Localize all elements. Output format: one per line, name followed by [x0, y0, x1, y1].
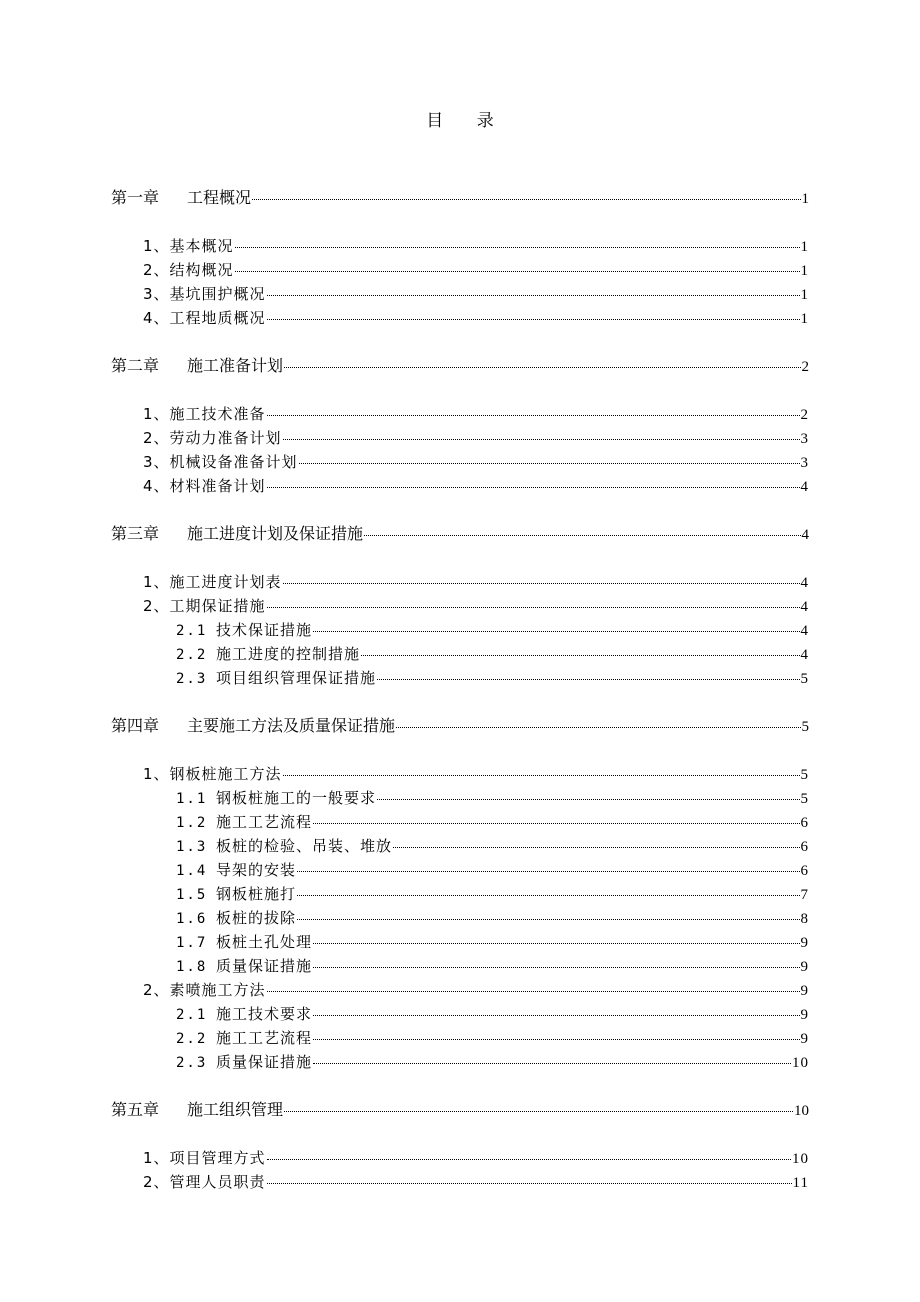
subsub-title: 钢板桩施打: [216, 885, 297, 903]
subsub-number: 1.2: [176, 815, 208, 831]
subsub-label: [176, 810, 312, 835]
chapter-entry[interactable]: [111, 522, 809, 546]
dot-leader: [267, 1182, 792, 1184]
sub-entry[interactable]: [143, 306, 809, 330]
sub-title: 钢板桩施工方法: [169, 765, 282, 783]
sub-entry[interactable]: [143, 426, 809, 450]
subsub-title: 施工进度的控制措施: [216, 645, 361, 663]
page-number: 8: [800, 911, 809, 927]
subsub-number: 2.3: [176, 1055, 208, 1071]
page-number: 1: [800, 287, 809, 303]
sub-label: [143, 1146, 266, 1170]
subsub-title: 板桩的拔除: [216, 909, 297, 927]
chapter-number: 第二章: [111, 356, 160, 375]
subsub-label: [176, 858, 296, 883]
page-number: 6: [800, 863, 809, 879]
page-number: 3: [800, 431, 809, 447]
sub-label: [143, 306, 266, 330]
page-number: 4: [800, 599, 809, 615]
subsub-title: 施工工艺流程: [216, 813, 313, 831]
page-number: 5: [800, 791, 809, 807]
page-number: 10: [792, 1151, 809, 1167]
chapter-title: 工程概况: [187, 188, 252, 207]
sub-title: 管理人员职责: [169, 1173, 266, 1191]
sub-entry[interactable]: [143, 1170, 809, 1194]
sub-label: [143, 762, 282, 786]
page-number: 6: [800, 815, 809, 831]
subsub-number: 2.3: [176, 671, 208, 687]
sub-entry[interactable]: [143, 282, 809, 306]
sub-entry[interactable]: [143, 570, 809, 594]
subsub-entry[interactable]: [176, 906, 809, 930]
sub-label: [143, 450, 298, 474]
subsub-entry[interactable]: [176, 786, 809, 810]
dot-leader: [267, 990, 800, 992]
page-number: 2: [801, 359, 809, 375]
subsub-entry[interactable]: [176, 930, 809, 954]
page-number: 9: [800, 1007, 809, 1023]
sub-entry[interactable]: [143, 474, 809, 498]
subsub-entry[interactable]: [176, 1002, 809, 1026]
subsub-number: 2.2: [176, 647, 208, 663]
sub-title: 施工技术准备: [169, 405, 266, 423]
dot-leader: [299, 462, 800, 464]
page-number: 5: [801, 719, 809, 735]
dot-leader: [267, 1158, 791, 1160]
subsub-number: 1.5: [176, 887, 208, 903]
page-number: 1: [800, 263, 809, 279]
subsub-title: 导架的安装: [216, 861, 297, 879]
subsub-label: [176, 1026, 312, 1051]
subsub-label: [176, 882, 296, 907]
subsub-entry[interactable]: [176, 954, 809, 978]
page-number: 4: [800, 575, 809, 591]
dot-leader: [284, 366, 800, 368]
subsub-title: 质量保证措施: [216, 1053, 313, 1071]
sub-label: [143, 594, 266, 618]
dot-leader: [313, 822, 799, 824]
subsub-entry[interactable]: [176, 810, 809, 834]
subsub-label: [176, 666, 376, 691]
sub-number: 2、: [143, 981, 170, 999]
dot-leader: [297, 894, 799, 896]
dot-leader: [267, 318, 800, 320]
page-number: 3: [800, 455, 809, 471]
subsub-label: [176, 1050, 312, 1075]
page-number: 4: [800, 623, 809, 639]
subsub-label: [176, 906, 296, 931]
dot-leader: [313, 1062, 791, 1064]
sub-entry[interactable]: [143, 402, 809, 426]
subsub-title: 技术保证措施: [216, 621, 313, 639]
dot-leader: [235, 246, 800, 248]
page-number: 5: [800, 671, 809, 687]
subsub-label: [176, 954, 312, 979]
chapter-number: 第三章: [111, 524, 160, 543]
dot-leader: [267, 486, 800, 488]
page-number: 4: [800, 647, 809, 663]
sub-label: [143, 402, 266, 426]
sub-number: 4、: [143, 309, 170, 327]
page-number: 7: [800, 887, 809, 903]
subsub-number: 2.1: [176, 623, 208, 639]
dot-leader: [364, 534, 800, 536]
sub-label: [143, 234, 234, 258]
sub-number: 1、: [143, 573, 170, 591]
subsub-label: [176, 930, 312, 955]
dot-leader: [393, 846, 799, 848]
page-number: 9: [800, 935, 809, 951]
dot-leader: [313, 630, 799, 632]
subsub-entry[interactable]: [176, 618, 809, 642]
sub-label: [143, 978, 266, 1002]
page-number: 10: [794, 1103, 809, 1119]
page-title: 目 录: [426, 111, 508, 131]
chapter-number: 第一章: [111, 188, 160, 207]
chapter-label: [111, 354, 283, 378]
dot-leader: [396, 726, 800, 728]
chapter-number: 第五章: [111, 1100, 160, 1119]
subsub-number: 2.1: [176, 1007, 208, 1023]
sub-number: 3、: [143, 453, 170, 471]
subsub-number: 2.2: [176, 1031, 208, 1047]
sub-entry[interactable]: [143, 234, 809, 258]
subsub-entry[interactable]: [176, 834, 809, 858]
page-number: 9: [800, 959, 809, 975]
sub-number: 3、: [143, 285, 170, 303]
dot-leader: [297, 918, 799, 920]
chapter-entry[interactable]: [111, 714, 809, 738]
subsub-entry[interactable]: [176, 858, 809, 882]
subsub-title: 质量保证措施: [216, 957, 313, 975]
subsub-label: [176, 618, 312, 643]
chapter-label: [111, 522, 363, 546]
subsub-label: [176, 1002, 312, 1027]
sub-label: [143, 426, 282, 450]
dot-leader: [267, 294, 800, 296]
page-number: 4: [800, 479, 809, 495]
page-number: 5: [800, 767, 809, 783]
sub-label: [143, 282, 266, 306]
page-number: 4: [801, 527, 809, 543]
chapter-title: 施工组织管理: [187, 1100, 284, 1119]
sub-title: 劳动力准备计划: [169, 429, 282, 447]
chapter-entry[interactable]: [111, 354, 809, 378]
subsub-label: [176, 642, 360, 667]
page-number: 10: [792, 1055, 809, 1071]
dot-leader: [283, 582, 800, 584]
page-number: 6: [800, 839, 809, 855]
dot-leader: [284, 1110, 793, 1112]
sub-title: 施工进度计划表: [169, 573, 282, 591]
dot-leader: [283, 438, 800, 440]
subsub-number: 1.7: [176, 935, 208, 951]
dot-leader: [297, 870, 799, 872]
sub-label: [143, 474, 266, 498]
sub-title: 素喷施工方法: [169, 981, 266, 999]
sub-entry[interactable]: [143, 258, 809, 282]
sub-entry[interactable]: [143, 1146, 809, 1170]
sub-label: [143, 258, 234, 282]
sub-title: 结构概况: [169, 261, 234, 279]
subsub-number: 1.8: [176, 959, 208, 975]
dot-leader: [267, 414, 800, 416]
sub-number: 1、: [143, 405, 170, 423]
sub-entry[interactable]: [143, 978, 809, 1002]
subsub-entry[interactable]: [176, 642, 809, 666]
page-number: 9: [800, 1031, 809, 1047]
dot-leader: [377, 678, 799, 680]
dot-leader: [313, 1038, 799, 1040]
dot-leader: [313, 942, 799, 944]
chapter-number: 第四章: [111, 716, 160, 735]
dot-leader: [283, 774, 800, 776]
sub-title: 材料准备计划: [169, 477, 266, 495]
chapter-label: [111, 714, 395, 738]
sub-title: 项目管理方式: [169, 1149, 266, 1167]
subsub-title: 施工技术要求: [216, 1005, 313, 1023]
sub-label: [143, 570, 282, 594]
sub-entry[interactable]: [143, 450, 809, 474]
subsub-title: 施工工艺流程: [216, 1029, 313, 1047]
subsub-label: [176, 834, 392, 859]
chapter-label: [111, 1098, 283, 1122]
subsub-number: 1.1: [176, 791, 208, 807]
subsub-number: 1.4: [176, 863, 208, 879]
sub-number: 2、: [143, 597, 170, 615]
sub-entry[interactable]: [143, 762, 809, 786]
page-number: 1: [800, 239, 809, 255]
sub-number: 1、: [143, 765, 170, 783]
sub-number: 4、: [143, 477, 170, 495]
sub-title: 基坑围护概况: [169, 285, 266, 303]
subsub-title: 项目组织管理保证措施: [216, 669, 377, 687]
subsub-entry[interactable]: [176, 666, 809, 690]
sub-number: 2、: [143, 429, 170, 447]
page-number: 11: [792, 1175, 809, 1191]
chapter-title: 施工准备计划: [187, 356, 284, 375]
subsub-number: 1.6: [176, 911, 208, 927]
subsub-title: 钢板桩施工的一般要求: [216, 789, 377, 807]
dot-leader: [235, 270, 800, 272]
subsub-entry[interactable]: [176, 1026, 809, 1050]
sub-number: 1、: [143, 1149, 170, 1167]
sub-title: 工程地质概况: [169, 309, 266, 327]
chapter-title: 施工进度计划及保证措施: [187, 524, 364, 543]
dot-leader: [267, 606, 800, 608]
subsub-number: 1.3: [176, 839, 208, 855]
subsub-label: [176, 786, 376, 811]
page-number: 1: [800, 311, 809, 327]
sub-title: 基本概况: [169, 237, 234, 255]
subsub-entry[interactable]: [176, 882, 809, 906]
dot-leader: [313, 1014, 799, 1016]
chapter-entry[interactable]: [111, 1098, 809, 1122]
sub-number: 1、: [143, 237, 170, 255]
subsub-entry[interactable]: [176, 1050, 809, 1074]
subsub-title: 板桩土孔处理: [216, 933, 313, 951]
sub-entry[interactable]: [143, 594, 809, 618]
chapter-label: [111, 186, 251, 210]
page-number: 1: [801, 191, 809, 207]
subsub-title: 板桩的检验、吊装、堆放: [216, 837, 393, 855]
dot-leader: [361, 654, 799, 656]
dot-leader: [313, 966, 799, 968]
sub-label: [143, 1170, 266, 1194]
dot-leader: [377, 798, 799, 800]
dot-leader: [252, 198, 800, 200]
sub-number: 2、: [143, 261, 170, 279]
sub-title: 机械设备准备计划: [169, 453, 298, 471]
sub-title: 工期保证措施: [169, 597, 266, 615]
page-number: 2: [800, 407, 809, 423]
sub-number: 2、: [143, 1173, 170, 1191]
chapter-title: 主要施工方法及质量保证措施: [187, 716, 396, 735]
chapter-entry[interactable]: [111, 186, 809, 210]
page-number: 9: [800, 983, 809, 999]
